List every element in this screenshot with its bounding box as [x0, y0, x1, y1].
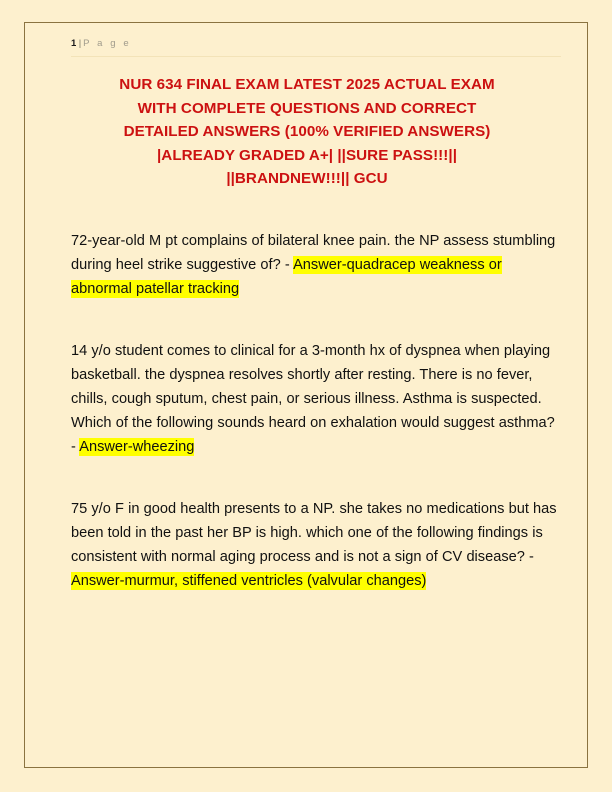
title-line-1: NUR 634 FINAL EXAM LATEST 2025 ACTUAL EXAM: [119, 76, 495, 93]
question-text: 72-year-old M pt complains of bilateral knee pain. the NP assess stumbling during heel strike suggestive of? -: [71, 233, 556, 273]
answer-highlight: Answer-murmur, stiffened ventricles (valvular changes): [71, 573, 427, 589]
question-text: 14 y/o student comes to clinical for a 3-month hx of dyspnea when playing basketball. the dyspnea resolves shortly after resting. There is no fever, chills, cough sputum, chest pain, or serious illness. Asthma is suspected. Which of the following sounds heard on exhalation would suggest asthma? -: [71, 343, 555, 455]
document-title: [61, 73, 553, 191]
page-header-separator: |: [78, 38, 82, 49]
page-header: [71, 37, 561, 57]
question-text: 75 y/o F in good health presents to a NP. she takes no medications but has been told in the past her BP is high. which one of the following findings is consistent with normal aging process and is not a sign of CV disease? -: [71, 501, 557, 565]
page-header-text: [71, 37, 561, 50]
page-frame: [24, 22, 588, 768]
qa-paragraph: [71, 339, 563, 459]
qa-block: [71, 229, 563, 301]
page-number: 1: [71, 38, 77, 49]
title-line-4: |ALREADY GRADED A+| ||SURE PASS!!!||: [157, 146, 457, 164]
title-line-5: ||BRANDNEW!!!|| GCU: [226, 170, 388, 187]
document-body: [71, 229, 563, 593]
qa-paragraph: [71, 229, 563, 301]
page-label: P a g e: [83, 38, 132, 49]
answer-highlight: Answer-wheezing: [79, 439, 195, 455]
answer-highlight: Answer-quadracep weakness or abnormal patellar tracking: [71, 257, 502, 297]
qa-block: [71, 339, 563, 459]
qa-paragraph: [71, 497, 563, 593]
title-line-2: WITH COMPLETE QUESTIONS AND CORRECT: [137, 99, 477, 117]
title-line-3: DETAILED ANSWERS (100% VERIFIED ANSWERS): [123, 123, 491, 140]
qa-block: [71, 497, 563, 593]
